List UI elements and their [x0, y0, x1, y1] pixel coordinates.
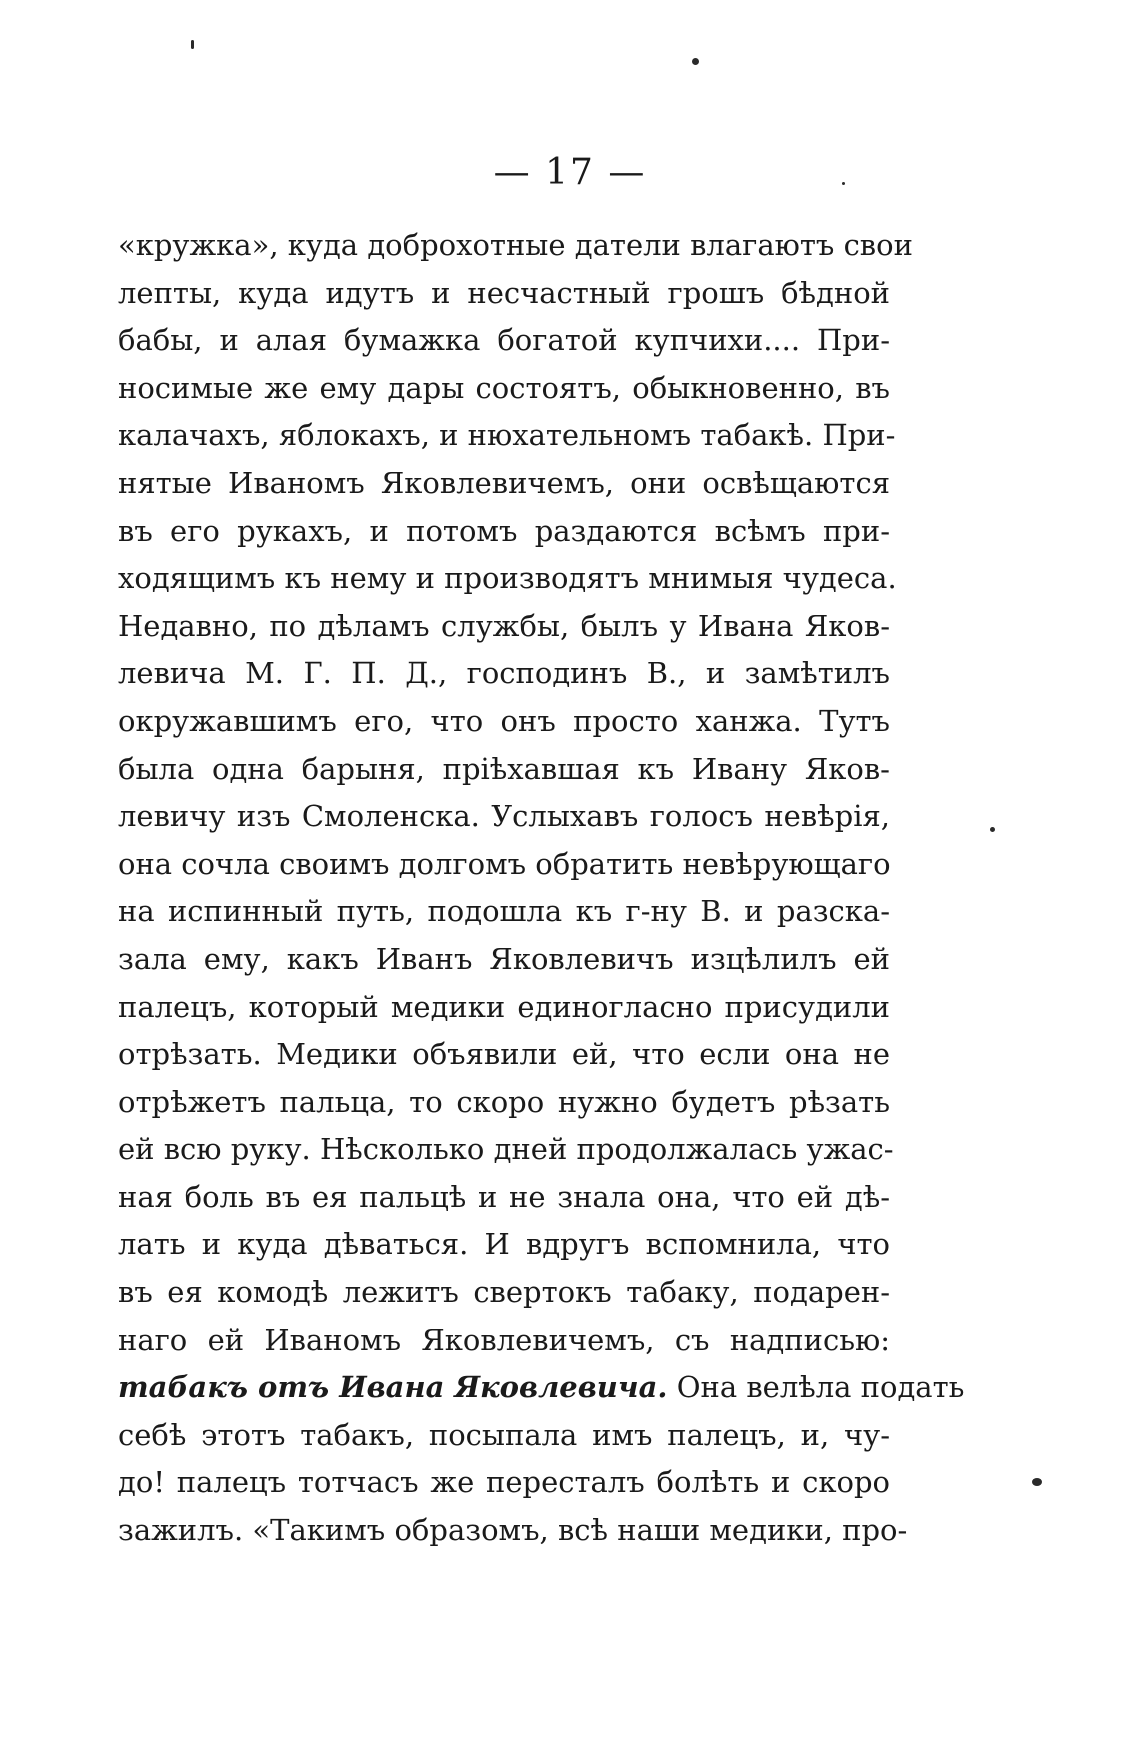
- text-line: бабы, и алая бумажка богатой купчихи.... При-: [118, 323, 890, 358]
- text-line: носимые же ему дары состоятъ, обыкновенно, въ: [118, 370, 890, 405]
- text-line: зала ему, какъ Иванъ Яковлевичъ изцѣлилъ ей: [118, 941, 890, 976]
- text-line: нятые Иваномъ Яковлевичемъ, они освѣщаются: [118, 465, 890, 500]
- text-line: ная боль въ ея пальцѣ и не знала она, что ей дѣ-: [118, 1179, 890, 1214]
- text-line-with-italic: [118, 1364, 965, 1412]
- text-line: ей всю руку. Нѣсколько дней продолжалась ужас-: [118, 1132, 894, 1167]
- text-line: зажилъ. «Такимъ образомъ, всѣ наши медики, про-: [118, 1513, 908, 1548]
- text-line: себѣ этотъ табакъ, посыпала имъ палецъ, и, чу-: [118, 1417, 890, 1452]
- text-line: въ его рукахъ, и потомъ раздаются всѣмъ при-: [118, 513, 890, 548]
- text-line: отрѣзать. Медики объявили ей, что если она не: [118, 1037, 890, 1072]
- italic-inscription: табакъ отъ Ивана Яковлевича.: [118, 1370, 668, 1405]
- text-line: до! палецъ тотчасъ же пересталъ болѣть и скоро: [118, 1465, 890, 1500]
- text-line: левича М. Г. П. Д., господинъ В., и замѣтилъ: [118, 656, 890, 691]
- text-line: лепты, куда идутъ и несчастный грошъ бѣдной: [118, 275, 890, 310]
- text-line: въ ея комодѣ лежитъ свертокъ табаку, подарен-: [118, 1275, 890, 1310]
- text-line: «кружка», куда доброхотные датели влагаютъ свои: [118, 228, 913, 262]
- text-line: калачахъ, яблокахъ, и нюхательномъ табакѣ. При-: [118, 418, 896, 453]
- scan-speck: [990, 827, 995, 832]
- text-line: была одна барыня, пріѣхавшая къ Ивану Яков-: [118, 751, 890, 786]
- scan-speck: [1032, 1478, 1042, 1486]
- text-line: Недавно, по дѣламъ службы, былъ у Ивана Яков-: [118, 608, 890, 643]
- scan-speck: [842, 182, 845, 185]
- text-line: наго ей Иваномъ Яковлевичемъ, съ надписью:: [118, 1322, 890, 1357]
- page-number: — 17 —: [493, 152, 647, 193]
- text-line: палецъ, который медики единогласно присудили: [118, 989, 890, 1024]
- body-text: [118, 222, 965, 1555]
- text-line: отрѣжетъ пальца, то скоро нужно будетъ рѣзать: [118, 1084, 890, 1119]
- text-line: лать и куда дѣваться. И вдругъ вспомнила, что: [118, 1227, 890, 1262]
- text-line: окружавшимъ его, что онъ просто ханжа. Тутъ: [118, 703, 890, 738]
- scan-speck: [191, 40, 194, 49]
- text-line: левичу изъ Смоленска. Услыхавъ голосъ невѣрія,: [118, 799, 890, 834]
- text-line: на испинный путь, подошла къ г-ну В. и разска-: [118, 894, 890, 929]
- scan-speck: [692, 58, 699, 65]
- text-line: ходящимъ къ нему и производятъ мнимыя чудеса.: [118, 561, 897, 596]
- text-line: она сочла своимъ долгомъ обратить невѣрующаго: [118, 846, 891, 881]
- text-fragment: Она велѣла подать: [676, 1370, 965, 1405]
